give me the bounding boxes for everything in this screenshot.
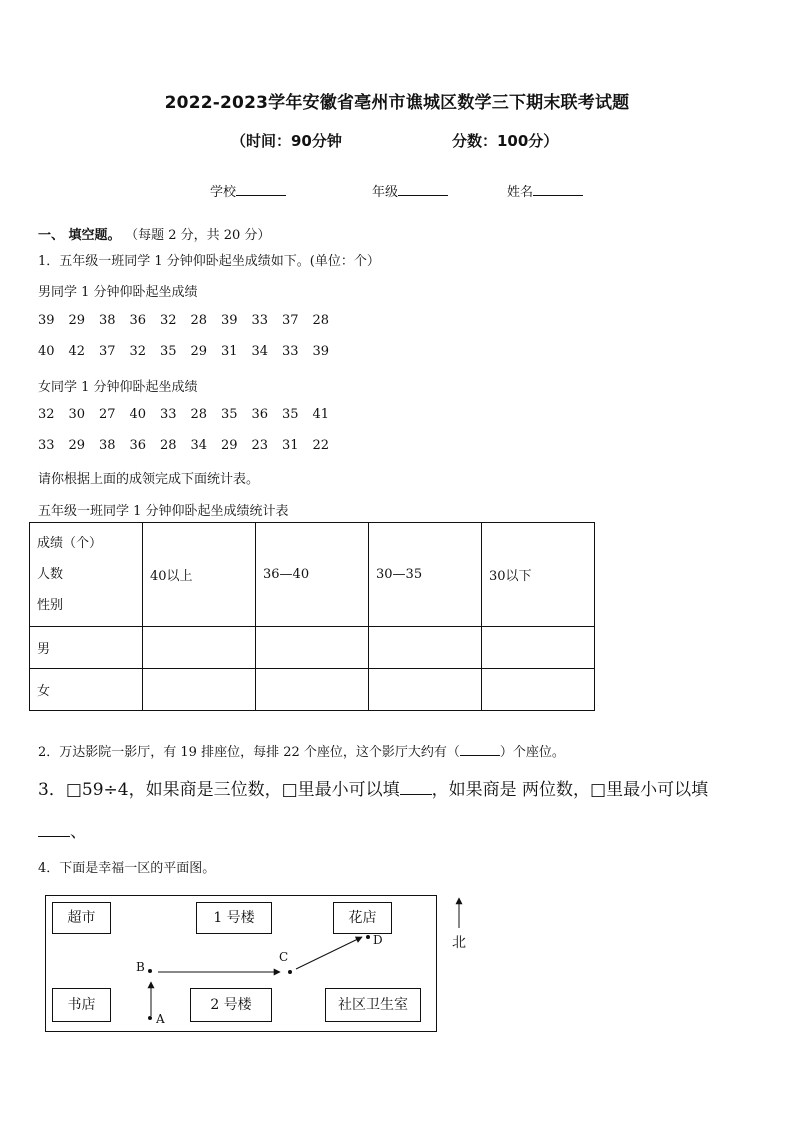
score-cell: 39 [221, 313, 238, 328]
score-cell: 40 [38, 344, 55, 359]
score-cell: 32 [160, 313, 177, 328]
building2-box: 2 号楼 [190, 988, 272, 1022]
column-header: 40以上 [143, 523, 256, 627]
row-label-boys: 男 [30, 627, 143, 669]
score-cell: 38 [99, 438, 116, 453]
point-c-label: C [279, 950, 289, 964]
score-cell: 29 [68, 313, 86, 328]
score-cell: 27 [99, 407, 116, 422]
q4-stem: 4．下面是幸福一区的平面图。 [38, 861, 216, 876]
score-cell: 29 [221, 438, 238, 453]
q2-text-after: ）个座位。 [499, 745, 565, 760]
column-header: 30以下 [482, 523, 595, 627]
page-title: 2022-2023学年安徽省亳州市谯城区数学三下期末联考试题 [164, 93, 630, 113]
arrow-c-to-d [296, 937, 362, 969]
q1-instruction: 请你根据上面的成领完成下面统计表。 [38, 472, 260, 487]
supermarket-box: 超市 [52, 902, 111, 934]
row-label-girls: 女 [30, 669, 143, 711]
point-a-dot [148, 1016, 152, 1020]
score-cell: 29 [190, 344, 208, 359]
score-cell: 29 [68, 438, 86, 453]
score-cell: 36 [129, 438, 147, 453]
score-cell: 35 [160, 344, 177, 359]
point-c-dot [288, 970, 292, 974]
score-cell: 33 [282, 344, 299, 359]
point-b-label: B [136, 960, 145, 974]
score-cell: 28 [190, 407, 208, 422]
point-d-label: D [373, 933, 383, 947]
score-cell: 34 [251, 344, 269, 359]
score-cell: 31 [282, 438, 299, 453]
time-label: （时间：90分钟 [231, 132, 342, 150]
corner-score-label: 成绩（个） [37, 536, 103, 551]
score-cell: 33 [160, 407, 177, 422]
q3-text-end: 、 [70, 822, 87, 842]
score-cell: 28 [190, 313, 208, 328]
q1-stem: 1．五年级一班同学 1 分钟仰卧起坐成绩如下。(单位：个） [38, 254, 380, 269]
corner-gender-label: 性别 [37, 598, 64, 613]
column-header: 36—40 [256, 523, 369, 627]
score-cell: 32 [129, 344, 147, 359]
score-cell: 34 [190, 438, 208, 453]
score-cell: 40 [129, 407, 147, 422]
section-note: （每题 2 分，共 20 分） [125, 228, 271, 243]
score-cell: 36 [129, 313, 147, 328]
score-cell: 35 [282, 407, 299, 422]
corner-count-label: 人数 [37, 567, 64, 582]
score-cell: 41 [312, 407, 330, 422]
score-cell: 36 [251, 407, 269, 422]
score-cell: 31 [221, 344, 238, 359]
score-cell: 38 [99, 313, 116, 328]
column-header: 30—35 [369, 523, 482, 627]
clinic-box: 社区卫生室 [325, 988, 421, 1022]
score-cell: 39 [38, 313, 55, 328]
score-cell: 39 [312, 344, 330, 359]
section-title: 一、 填空题。 [38, 228, 121, 243]
name-label: 姓名 [507, 185, 534, 200]
score-cell: 33 [38, 438, 55, 453]
flower-shop-box: 花店 [333, 902, 392, 934]
score-cell: 32 [38, 407, 55, 422]
building1-box: 1 号楼 [196, 902, 272, 934]
score-label: 分数：100分） [452, 132, 559, 150]
point-d-dot [366, 935, 370, 939]
girls-label: 女同学 1 分钟仰卧起坐成绩 [38, 380, 198, 395]
score-cell: 33 [251, 313, 269, 328]
boys-label: 男同学 1 分钟仰卧起坐成绩 [38, 285, 198, 300]
score-cell: 30 [68, 407, 86, 422]
bookstore-box: 书店 [52, 988, 111, 1022]
score-cell: 28 [160, 438, 177, 453]
point-b-dot [148, 969, 152, 973]
north-label: 北 [452, 935, 466, 951]
score-cell: 35 [221, 407, 238, 422]
score-cell: 22 [312, 438, 330, 453]
score-cell: 37 [99, 344, 116, 359]
q3-text-part1: 3．□59÷4，如果商是三位数，□里最小可以填 [38, 780, 400, 800]
school-label: 学校 [210, 185, 237, 200]
grade-label: 年级 [372, 185, 399, 200]
score-cell: 42 [68, 344, 86, 359]
point-a-label: A [156, 1012, 165, 1026]
table-title: 五年级一班同学 1 分钟仰卧起坐成绩统计表 [38, 504, 289, 519]
score-cell: 23 [251, 438, 269, 453]
q2-text-before: 2．万达影院一影厅，有 19 排座位，每排 22 个座位，这个影厅大约有（ [38, 745, 460, 760]
q3-text-part2: ，如果商是 两位数，□里最小可以填 [431, 780, 709, 800]
score-cell: 28 [312, 313, 330, 328]
score-cell: 37 [282, 313, 299, 328]
